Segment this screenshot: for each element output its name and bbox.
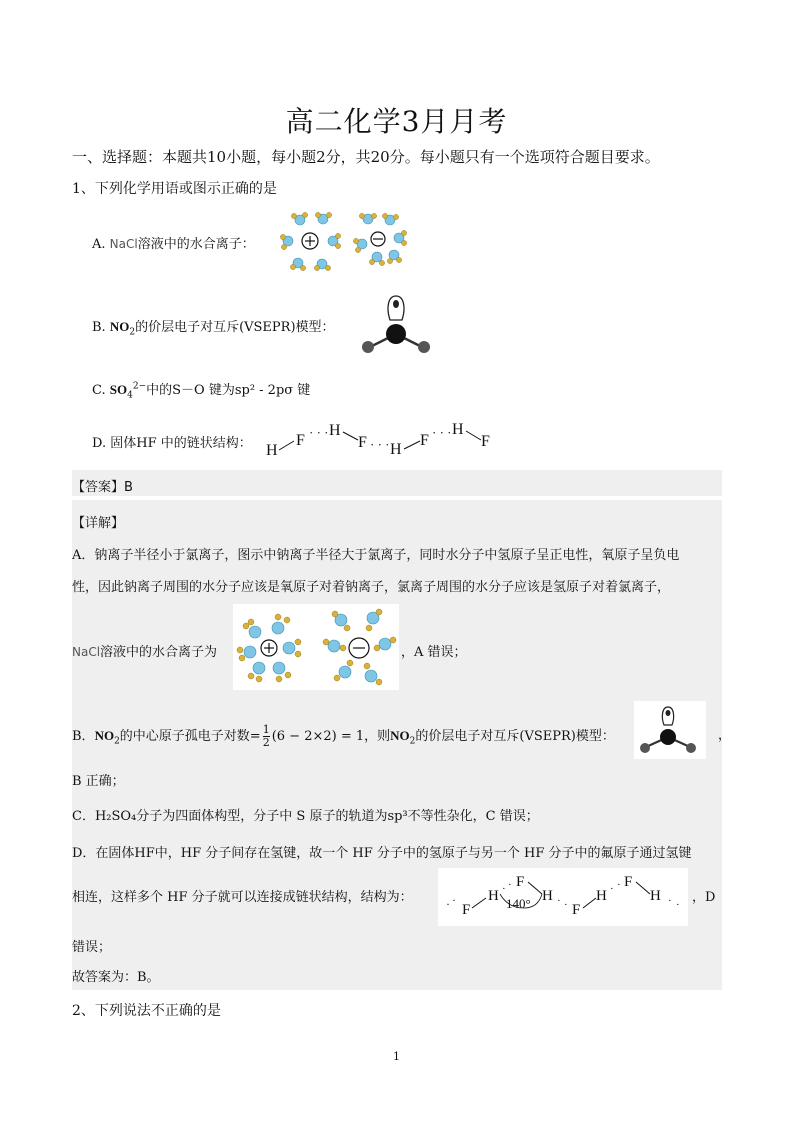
detail-b-subscript: 2 bbox=[114, 736, 120, 747]
na-ion-cluster bbox=[280, 212, 340, 270]
svg-text:· · ·: · · · bbox=[309, 425, 329, 440]
svg-text:·: · bbox=[452, 893, 456, 907]
detail-a-nacl: NaCl bbox=[72, 645, 101, 659]
option-d bbox=[92, 432, 252, 451]
detail-d-line-2: 相连，这样多个 HF 分子就可以连接成链状结构，结构为： bbox=[72, 890, 413, 905]
svg-text:·: · bbox=[668, 895, 672, 907]
option-a-hydrated-ions-figure bbox=[278, 208, 408, 272]
question-2-stem: 2、下列说法不正确的是 bbox=[72, 1003, 221, 1019]
detail-a-hydrated-ions-figure bbox=[233, 604, 399, 690]
detail-a-line-1: A．钠离子半径小于氯离子，图示中钠离子半径大于氯离子，同时水分子中氢原子呈正电性，氧原子呈负电 bbox=[72, 548, 680, 563]
detail-d-angle-label: 140° bbox=[506, 896, 531, 911]
detail-d-line-3: 错误； bbox=[72, 940, 112, 955]
option-a-text: 溶液中的水合离子： bbox=[137, 237, 255, 252]
option-b-subscript: 2 bbox=[129, 327, 136, 338]
page-number: 1 bbox=[393, 1050, 400, 1063]
detail-b-line-2: B 正确； bbox=[72, 774, 125, 789]
svg-text:·: · bbox=[446, 897, 450, 911]
detail-b-subscript-2: 2 bbox=[409, 736, 416, 747]
svg-text:F: F bbox=[420, 432, 429, 449]
svg-text:F: F bbox=[572, 902, 581, 918]
option-b-formula: NO bbox=[109, 319, 130, 334]
option-a bbox=[92, 233, 255, 252]
detail-b-prefix: B． bbox=[72, 729, 95, 744]
detail-conclusion: 故答案为：B。 bbox=[72, 970, 160, 985]
svg-text:F: F bbox=[296, 432, 305, 449]
svg-text:H: H bbox=[650, 888, 661, 904]
detail-a-line-2: 性，因此钠离子周围的水分子应该是氧原子对着钠离子，氯离子周围的水分子应该是氢原子对着氯离子， bbox=[72, 580, 671, 595]
option-c-label: C. bbox=[92, 383, 106, 398]
answer-block bbox=[72, 470, 722, 496]
svg-text:F: F bbox=[481, 433, 490, 450]
svg-text:·: · bbox=[676, 899, 680, 911]
svg-text:·: · bbox=[564, 899, 568, 911]
detail-d-line-1: D．在固体HF中，HF 分子间存在氢键，故一个 HF 分子中的氢原子与另一个 HF 分子中的氟原子通过氢键 bbox=[72, 846, 692, 861]
detail-d-figure-frame bbox=[438, 868, 688, 926]
detail-b-formula-2: NO bbox=[390, 728, 410, 743]
detail-c-line: C．H₂SO₄分子为四面体构型，分子中 S 原子的轨道为sp³不等性杂化，C 错误； bbox=[72, 809, 539, 824]
na-ion-cluster-correct bbox=[237, 614, 301, 682]
svg-text:H: H bbox=[266, 442, 278, 459]
detail-label: 【详解】 bbox=[72, 516, 125, 531]
option-a-formula: NaCl bbox=[109, 237, 138, 251]
detail-b-text-1: 的中心原子孤电子对数= bbox=[119, 729, 261, 744]
svg-text:H: H bbox=[452, 421, 464, 438]
detail-b-fraction-numerator: 1 bbox=[262, 723, 270, 736]
svg-text:H: H bbox=[488, 888, 499, 904]
svg-text:F: F bbox=[624, 874, 633, 890]
section-header: 一、选择题：本题共10小题，每小题2分，共20分。每小题只有一个选项符合题目要求。 bbox=[72, 148, 660, 166]
detail-b-fraction bbox=[263, 724, 270, 749]
option-b-vsepr-model-figure bbox=[358, 292, 436, 356]
svg-text:· · ·: · · · bbox=[370, 437, 390, 452]
option-d-label: D. bbox=[92, 436, 107, 451]
detail-b-line-1 bbox=[72, 724, 615, 749]
option-d-hf-chain-figure bbox=[262, 416, 502, 460]
option-b-text: 的价层电子对互斥(VSEPR)模型： bbox=[135, 320, 335, 335]
detail-a-text: 溶液中的水合离子为 bbox=[100, 645, 218, 660]
option-c-subscript: 4 bbox=[127, 390, 133, 401]
option-c bbox=[92, 379, 310, 401]
svg-text:·: · bbox=[617, 879, 621, 891]
option-b bbox=[92, 316, 335, 338]
svg-text:F: F bbox=[358, 434, 367, 451]
svg-text:·: · bbox=[508, 879, 512, 891]
option-d-text: 固体HF 中的链状结构： bbox=[110, 436, 252, 451]
question-1-stem: 1、下列化学用语或图示正确的是 bbox=[72, 181, 277, 197]
detail-b-figure-frame bbox=[634, 701, 706, 759]
detail-a-figure-frame bbox=[233, 604, 399, 690]
svg-text:H: H bbox=[329, 422, 341, 439]
detail-b-expression: (6 − 2×2) = 1，则 bbox=[271, 729, 391, 744]
cl-ion-cluster-correct bbox=[323, 609, 396, 685]
option-b-label: B. bbox=[92, 320, 106, 335]
svg-text:H: H bbox=[542, 888, 553, 904]
answer-line bbox=[72, 476, 133, 495]
detail-b-formula: NO bbox=[94, 728, 115, 743]
page-title: 高二化学3月月考 bbox=[285, 105, 508, 138]
detail-a-line-3 bbox=[72, 641, 217, 660]
svg-text:·: · bbox=[502, 883, 506, 895]
detail-a-conclusion: ，A 错误； bbox=[401, 645, 467, 660]
detail-b-fraction-denominator: 2 bbox=[262, 736, 270, 749]
svg-text:H: H bbox=[596, 888, 607, 904]
option-c-text: 中的S－O 键为sp² - 2pσ 键 bbox=[146, 383, 311, 398]
answer-label: 【答案】 bbox=[72, 480, 125, 495]
cl-ion-cluster bbox=[353, 213, 406, 265]
detail-d-line-2-end: ，D bbox=[692, 890, 716, 905]
svg-text:·: · bbox=[557, 895, 561, 907]
detail-d-hf-chain-figure bbox=[438, 868, 688, 926]
option-a-label: A. bbox=[92, 237, 106, 252]
svg-text:H: H bbox=[390, 441, 402, 458]
detail-b-comma: ， bbox=[718, 728, 732, 743]
detail-b-vsepr-model-figure bbox=[634, 701, 706, 759]
option-c-formula: SO bbox=[109, 382, 128, 397]
svg-text:F: F bbox=[516, 874, 525, 890]
svg-text:·: · bbox=[610, 883, 614, 895]
option-c-superscript: 2− bbox=[132, 381, 147, 392]
answer-value: B bbox=[124, 480, 133, 495]
svg-text:· · ·: · · · bbox=[432, 425, 452, 440]
detail-b-text-2: 的价层电子对互斥(VSEPR)模型： bbox=[415, 729, 615, 744]
svg-text:F: F bbox=[462, 902, 471, 918]
